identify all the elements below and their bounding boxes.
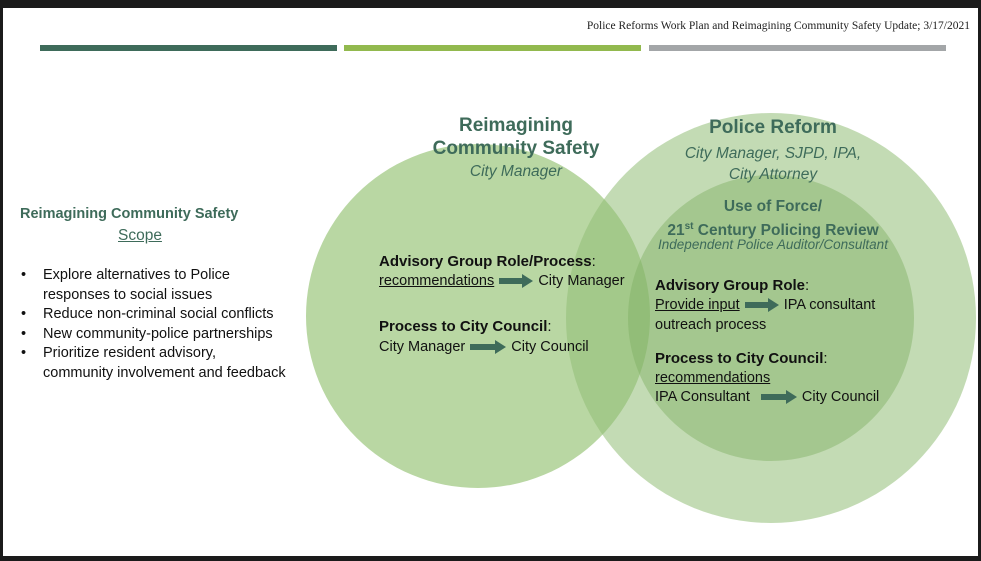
inner-advisory-cont: outreach process [655, 317, 767, 333]
right-arrow-icon [469, 340, 507, 354]
left-advisory-flow [379, 273, 625, 289]
slide [3, 8, 978, 556]
right-circle-owner: City Manager, SJPD, IPA, City Attorney [684, 145, 862, 183]
scope-bullet: • Reduce non-criminal social conflicts [21, 305, 286, 325]
right-arrow-icon [760, 390, 798, 404]
left-advisory-from: recommendations [379, 273, 495, 289]
left-advisory-heading: Advisory Group Role/Process: [379, 253, 596, 270]
right-circle-title: Police Reform [709, 117, 837, 138]
scope-bullet: • Prioritize resident advisory, community involvement and feedback [21, 344, 286, 383]
scope-bullet: • New community-police partnerships [21, 325, 286, 345]
right-arrow-icon [498, 274, 534, 288]
right-arrow-icon [744, 298, 780, 312]
inner-advisory-to: IPA consultant [783, 297, 876, 313]
inner-process-heading: Process to City Council: [655, 350, 828, 367]
inner-process-to: City Council [801, 389, 880, 405]
left-process-from: City Manager [379, 339, 466, 355]
inner-process-flow [655, 389, 879, 405]
inner-process-line: recommendations [655, 370, 771, 386]
left-advisory-to: City Manager [538, 273, 625, 289]
inner-circle-owner: Independent Police Auditor/Consultant [658, 237, 888, 252]
scope-title: Reimagining Community Safety [20, 206, 239, 222]
left-process-to: City Council [511, 339, 589, 355]
left-circle-owner: City Manager [469, 163, 563, 180]
inner-advisory-from: Provide input [655, 297, 740, 313]
left-circle-title: Reimagining Community Safety [432, 115, 600, 159]
slide-header-title: Police Reforms Work Plan and Reimagining Community Safety Update; 3/17/2021 [586, 20, 970, 32]
scope-subtitle: Scope [118, 227, 162, 244]
inner-process-from: IPA Consultant [655, 389, 750, 405]
left-process-flow [379, 339, 589, 355]
left-process-heading: Process to City Council: [379, 318, 552, 335]
inner-circle-title: Use of Force/ 21st Century Policing Review [667, 198, 879, 240]
inner-advisory-heading: Advisory Group Role: [655, 277, 810, 294]
scope-bullet: • Explore alternatives to Police responses to social issues [21, 266, 286, 305]
inner-advisory-flow [655, 297, 875, 313]
